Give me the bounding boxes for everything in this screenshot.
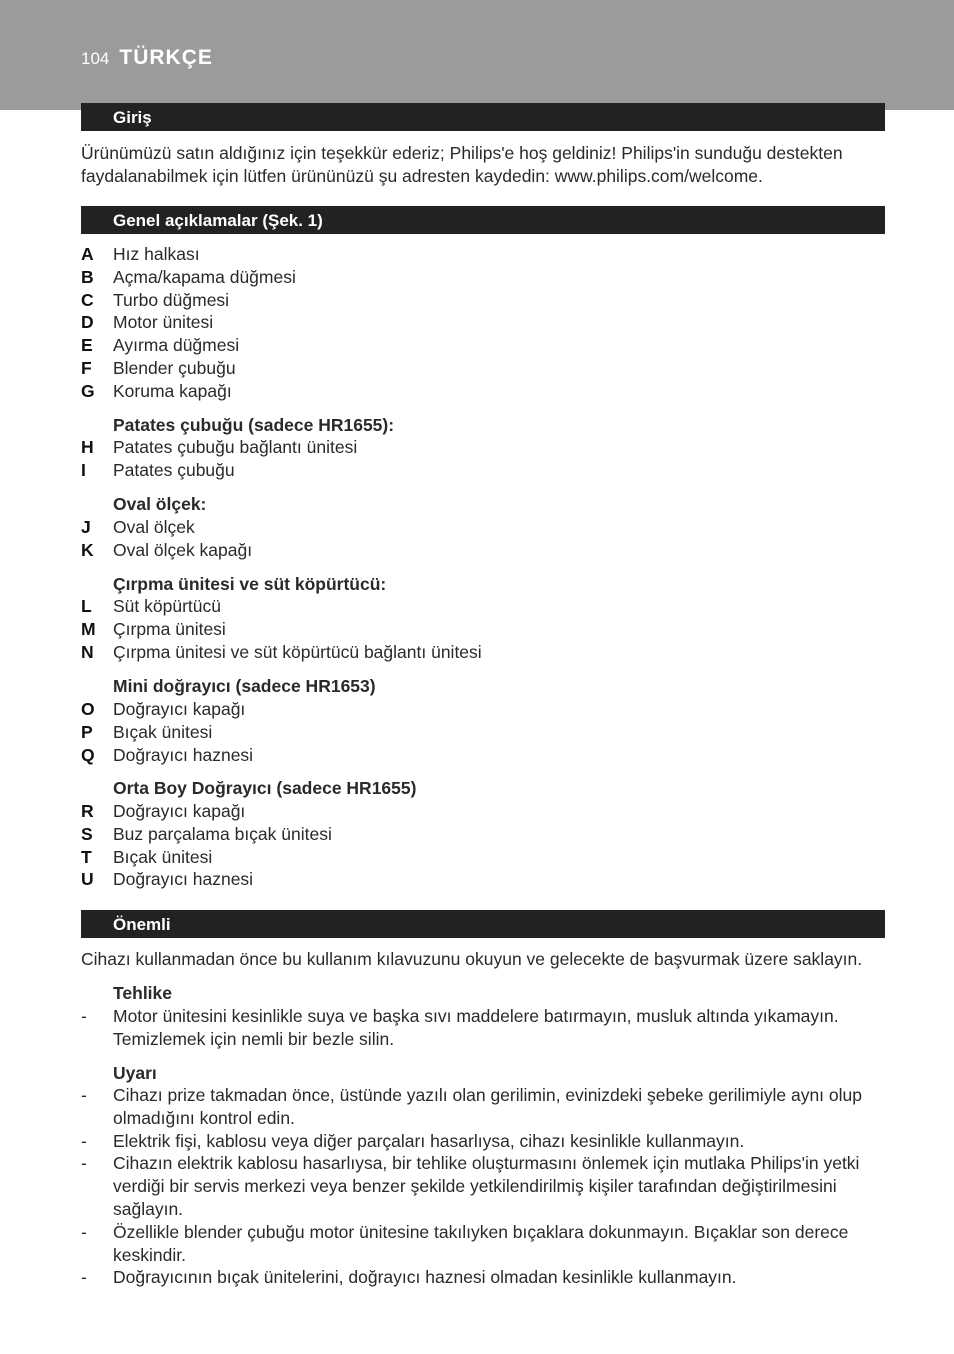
list-item [81, 334, 296, 357]
list-item [81, 1266, 885, 1289]
list-item [81, 357, 296, 380]
danger-list [81, 1005, 885, 1051]
item-text: Hız halkası [113, 244, 200, 264]
item-text: Koruma kapağı [113, 380, 232, 401]
list-item [81, 846, 332, 869]
list-item [81, 436, 357, 459]
item-text: Patates çubuğu bağlantı ünitesi [113, 437, 358, 457]
section-general-title: Genel açıklamalar (Şek. 1) [81, 206, 885, 234]
item-letter: B [81, 266, 94, 287]
list-item [81, 823, 332, 846]
item-text: Cihazı prize takmadan önce, üstünde yazılı olan gerilimin, evinizdeki şebeke gerilimiyle aynı olup olmadığını kontrol edin. [113, 1085, 862, 1128]
item-text: Bıçak ünitesi [113, 721, 213, 742]
bullet-dash: - [81, 1153, 87, 1174]
group-title-whisk: Çırpma ünitesi ve süt köpürtücü: [113, 574, 387, 594]
list-item [81, 243, 296, 266]
bullet-dash: - [81, 1221, 87, 1242]
item-letter: F [81, 357, 92, 378]
item-letter: O [81, 699, 95, 719]
group-title-mini-chopper: Mini doğrayıcı (sadece HR1653) [113, 676, 376, 696]
item-text: Motor ünitesini kesinlikle suya ve başka sıvı maddelere batırmayın, musluk altında yıkamayın. Temizlemek için nemli bir bezle silin. [113, 1006, 839, 1049]
group-title-beaker: Oval ölçek: [113, 494, 207, 514]
item-letter: U [81, 869, 94, 890]
item-text: Patates çubuğu [113, 459, 235, 480]
item-letter: Q [81, 744, 95, 765]
list-item [81, 1130, 885, 1153]
item-letter: J [81, 517, 91, 537]
item-text: Doğrayıcı haznesi [113, 869, 254, 890]
list-item [81, 459, 357, 482]
item-text: Süt köpürtücü [113, 596, 221, 616]
bullet-dash: - [81, 1085, 87, 1105]
danger-title: Tehlike [113, 983, 173, 1003]
item-text: Blender çubuğu [113, 357, 236, 378]
section-important-title: Önemli [81, 910, 885, 938]
list-item [81, 698, 253, 721]
group-title-medium-chopper: Orta Boy Doğrayıcı (sadece HR1655) [113, 778, 417, 798]
page-language: TÜRKÇE [119, 46, 213, 69]
list-item [81, 311, 296, 334]
warning-title: Uyarı [113, 1063, 157, 1083]
parts-list-potato [81, 436, 357, 482]
item-text: Doğrayıcı kapağı [113, 801, 246, 821]
parts-list-medium-chopper [81, 800, 332, 891]
list-item [81, 641, 482, 664]
item-text: Çırpma ünitesi ve süt köpürtücü bağlantı ünitesi [113, 641, 482, 662]
parts-list-main [81, 243, 296, 403]
list-item [81, 539, 252, 562]
page-number: 104 [81, 49, 110, 68]
list-item [81, 1084, 885, 1130]
parts-list-mini-chopper [81, 698, 253, 766]
bullet-dash: - [81, 1130, 87, 1151]
item-text: Elektrik fişi, kablosu veya diğer parçaları hasarlıysa, cihazı kesinlikle kullanmayın. [113, 1130, 745, 1151]
item-letter: A [81, 244, 94, 264]
warning-list [81, 1084, 885, 1289]
item-letter: H [81, 437, 94, 457]
item-letter: P [81, 721, 93, 742]
item-letter: N [81, 641, 94, 662]
item-letter: G [81, 380, 95, 401]
item-text: Turbo düğmesi [113, 289, 230, 310]
item-text: Çırpma ünitesi [113, 618, 226, 639]
item-text: Özellikle blender çubuğu motor ünitesine takılıyken bıçaklara dokunmayın. Bıçaklar son derece keskindir. [113, 1221, 849, 1265]
item-letter: R [81, 801, 94, 821]
list-item [81, 266, 296, 289]
item-text: Oval ölçek kapağı [113, 539, 253, 560]
page-header [81, 46, 213, 70]
list-item [81, 595, 482, 618]
item-letter: T [81, 846, 92, 867]
list-item [81, 1152, 885, 1220]
list-item [81, 618, 482, 641]
item-letter: L [81, 596, 92, 616]
list-item [81, 721, 253, 744]
item-text: Doğrayıcının bıçak ünitelerini, doğrayıcı haznesi olmadan kesinlikle kullanmayın. [113, 1267, 737, 1288]
item-text: Oval ölçek [113, 517, 195, 537]
item-text: Doğrayıcı kapağı [113, 699, 246, 719]
item-text: Cihazın elektrik kablosu hasarlıysa, bir tehlike oluşturmasını önlemek için mutlaka Philips'in yetki verdiği bir servis merkezi veya benzer şekilde yetkilendirilmiş kişiler tarafından değiştirilmesini sağlayın. [113, 1153, 860, 1219]
item-letter: I [81, 459, 86, 480]
bullet-dash: - [81, 1267, 87, 1288]
section-intro-title: Giriş [81, 103, 885, 131]
list-item [81, 289, 296, 312]
item-text: Ayırma düğmesi [113, 335, 240, 356]
item-letter: S [81, 823, 93, 844]
item-letter: M [81, 618, 96, 639]
item-letter: E [81, 335, 93, 356]
item-letter: K [81, 539, 94, 560]
list-item [81, 516, 252, 539]
item-text: Açma/kapama düğmesi [113, 266, 296, 287]
group-title-potato: Patates çubuğu (sadece HR1655): [113, 415, 395, 435]
parts-list-whisk [81, 595, 482, 663]
list-item [81, 800, 332, 823]
item-letter: D [81, 312, 94, 333]
item-text: Doğrayıcı haznesi [113, 744, 254, 765]
list-item [81, 744, 253, 767]
list-item [81, 1005, 885, 1051]
important-text: Cihazı kullanmadan önce bu kullanım kılavuzunu okuyun ve gelecekte de başvurmak üzere saklayın. [81, 949, 863, 969]
parts-list-beaker [81, 516, 252, 562]
list-item [81, 1221, 885, 1267]
intro-text: Ürünümüzü satın aldığınız için teşekkür ederiz; Philips'e hoş geldiniz! Philips'in sunduğu destekten faydalanabilmek için lütfen ürününüzü şu adresten kaydedin: www.philips.com/welcome. [81, 143, 843, 186]
item-text: Motor ünitesi [113, 312, 214, 333]
item-letter: C [81, 289, 94, 310]
list-item [81, 380, 296, 403]
item-text: Bıçak ünitesi [113, 846, 213, 867]
bullet-dash: - [81, 1006, 87, 1026]
list-item [81, 868, 332, 891]
item-text: Buz parçalama bıçak ünitesi [113, 823, 332, 844]
